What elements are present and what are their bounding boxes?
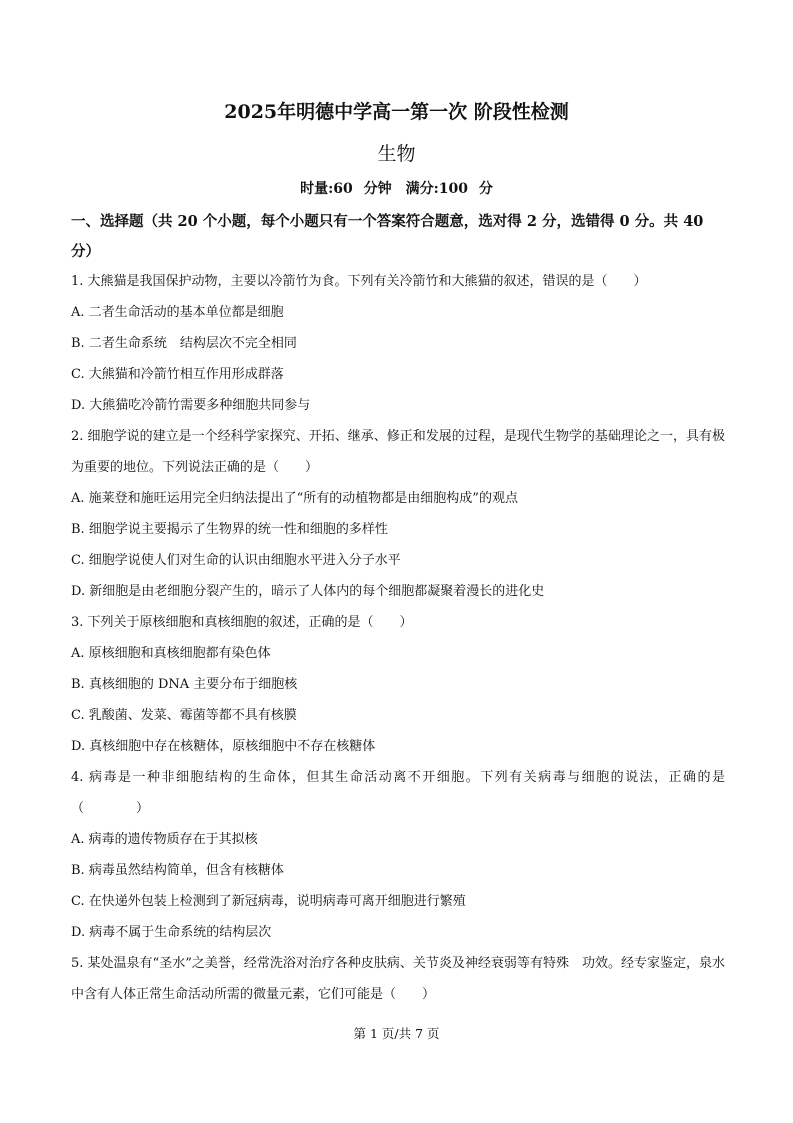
option: D. 新细胞是由老细胞分裂产生的，暗示了人体内的每个细胞都凝聚着漫长的进化史 bbox=[71, 584, 545, 599]
question-stem: 5. 某处温泉有“圣水”之美誉，经常洗浴对治疗各种皮肤病、关节炎及神经衰弱等有特殊 功效。经专家鉴定，泉水中含有人体正常生命活动所需的微量元素，它们可能是（ ） bbox=[71, 956, 725, 1002]
option: C. 大熊猫和冷箭竹相互作用形成群落 bbox=[71, 367, 284, 382]
question-stem: 3. 下列关于原核细胞和真核细胞的叙述，正确的是（ ） bbox=[71, 615, 413, 630]
question-stem: 4. 病毒是一种非细胞结构的生命体，但其生命活动离不开细胞。下列有关病毒与细胞的说法，正确的是（ ） bbox=[71, 770, 725, 816]
question-stem: 1. 大熊猫是我国保护动物，主要以冷箭竹为食。下列有关冷箭竹和大熊猫的叙述，错误的是（ ） bbox=[71, 274, 647, 289]
exam-info: 时量:60 分钟 满分:100 分 bbox=[300, 181, 493, 197]
option: B. 病毒虽然结构简单，但含有核糖体 bbox=[71, 863, 284, 878]
section-heading: 一、选择题（共 20 个小题，每个小题只有一个答案符合题意，选对得 2 分，选错得 0 分。共 40 分） bbox=[71, 213, 704, 260]
question-list bbox=[71, 266, 725, 1010]
option: A. 施莱登和施旺运用完全归纳法提出了“所有的动植物都是由细胞构成”的观点 bbox=[71, 491, 518, 506]
option: C. 细胞学说使人们对生命的认识由细胞水平进入分子水平 bbox=[71, 553, 401, 568]
exam-title: 2025年明德中学高一第一次 阶段性检测 bbox=[224, 101, 569, 123]
option: B. 二者生命系统 结构层次不完全相同 bbox=[71, 336, 297, 351]
subject-heading: 生物 bbox=[377, 143, 416, 165]
option: A. 病毒的遗传物质存在于其拟核 bbox=[71, 832, 258, 847]
option: C. 乳酸菌、发菜、霉菌等都不具有核膜 bbox=[71, 708, 297, 723]
option: B. 细胞学说主要揭示了生物界的统一性和细胞的多样性 bbox=[71, 522, 388, 537]
option: A. 二者生命活动的基本单位都是细胞 bbox=[71, 305, 284, 320]
option: C. 在快递外包装上检测到了新冠病毒，说明病毒可离开细胞进行繁殖 bbox=[71, 894, 466, 909]
option: A. 原核细胞和真核细胞都有染色体 bbox=[71, 646, 271, 661]
option: D. 真核细胞中存在核糖体，原核细胞中不存在核糖体 bbox=[71, 739, 376, 754]
page-footer: 第 1 页/共 7 页 bbox=[353, 1026, 440, 1041]
option: D. 病毒不属于生命系统的结构层次 bbox=[71, 925, 272, 940]
question-stem: 2. 细胞学说的建立是一个经科学家探究、开拓、继承、修正和发展的过程，是现代生物学的基础理论之一，具有极为重要的地位。下列说法正确的是（ ） bbox=[71, 429, 725, 475]
option: B. 真核细胞的 DNA 主要分布于细胞核 bbox=[71, 677, 298, 692]
option: D. 大熊猫吃冷箭竹需要多种细胞共同参与 bbox=[71, 398, 311, 413]
